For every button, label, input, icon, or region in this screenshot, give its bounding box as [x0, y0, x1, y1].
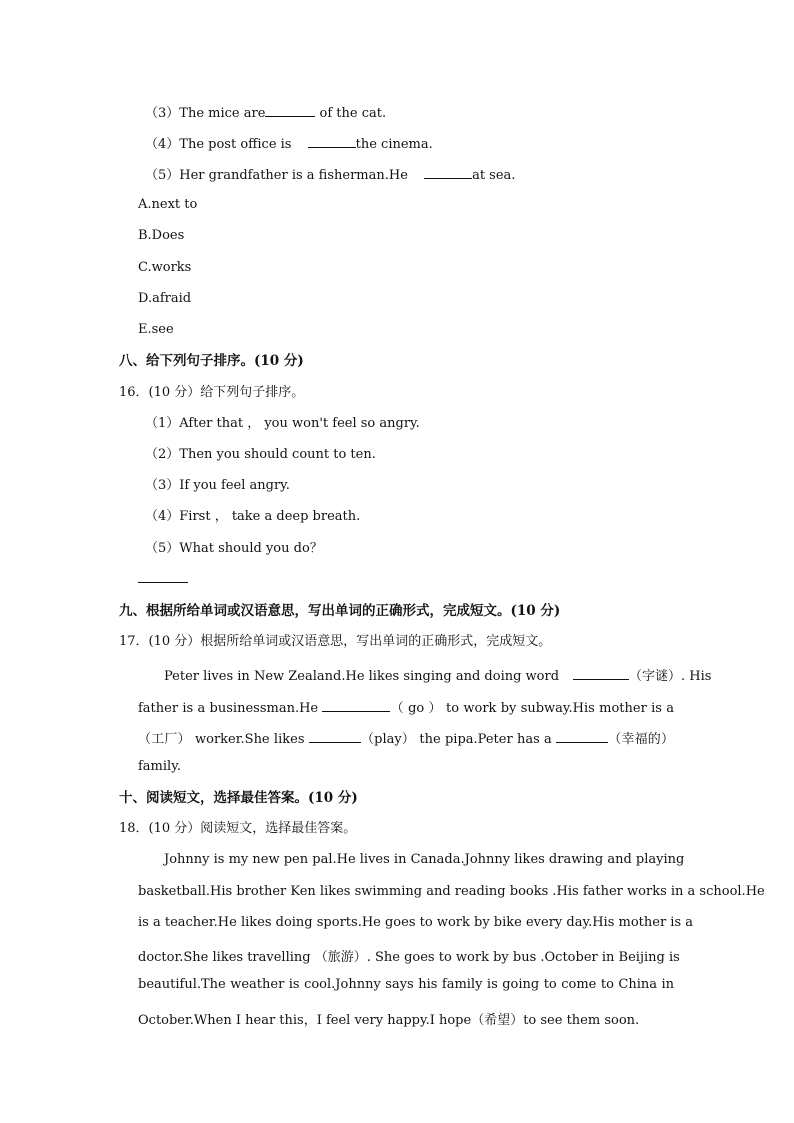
answer-blank[interactable]	[265, 104, 315, 117]
section-heading-10: 十、阅读短文，选择最佳答案。(10 分)	[119, 790, 358, 806]
sentence-item-1: （1）After that ， you won't feel so angry.	[145, 416, 420, 431]
option-e: E.see	[138, 322, 174, 337]
answer-blank-happy[interactable]	[556, 730, 608, 743]
passage-18-line-1: Johnny is my new pen pal.He lives in Canada.Johnny likes drawing and playing	[164, 852, 685, 867]
fill-item-3	[145, 104, 386, 122]
item-text: The post office is	[179, 137, 296, 152]
section-heading-8: 八、给下列句子排序。(10 分)	[119, 353, 304, 369]
passage-text: （工厂）	[138, 732, 191, 747]
passage-text: father is a businessman.He	[138, 701, 319, 716]
passage-text: to work by subway.His mother is a	[446, 701, 674, 716]
item-number: （5）	[145, 168, 180, 183]
passage-text: （ go ）	[390, 701, 442, 716]
passage-text: Peter lives in New Zealand.He likes singing and doing word	[164, 669, 560, 684]
section-heading-9: 九、根据所给单词或汉语意思，写出单词的正确形式，完成短文。(10 分)	[119, 603, 561, 619]
item-text: the cinema.	[355, 137, 433, 152]
option-b: B.Does	[138, 228, 185, 243]
question-16: 16．(10 分）给下列句子排序。	[119, 385, 305, 400]
answer-blank[interactable]	[308, 135, 356, 148]
passage-17-line-1	[138, 665, 712, 684]
item-text: The mice are	[179, 106, 266, 121]
answer-blank-go[interactable]	[322, 699, 390, 712]
answer-blank-word-puzzle[interactable]	[573, 667, 629, 680]
passage-text: worker.She likes	[195, 732, 305, 747]
passage-text: the pipa.Peter has a	[419, 732, 552, 747]
question-18: 18．(10 分）阅读短文，选择最佳答案。	[119, 821, 357, 836]
passage-text: （play）	[360, 732, 416, 747]
item-number: （4）	[145, 137, 180, 152]
sentence-item-2: （2）Then you should count to ten.	[145, 447, 376, 462]
sentence-item-3: （3）If you feel angry.	[145, 478, 290, 493]
passage-18-line-2: basketball.His brother Ken likes swimming and reading books .His father works in a school.He	[138, 884, 765, 899]
question-17: 17．(10 分）根据所给单词或汉语意思，写出单词的正确形式，完成短文。	[119, 634, 552, 649]
fill-item-5	[145, 166, 515, 184]
option-d: D.afraid	[138, 291, 192, 306]
passage-text: （字谜）. His	[629, 669, 712, 684]
fill-item-4	[145, 135, 433, 153]
order-answer-blank[interactable]	[138, 570, 188, 588]
passage-17-line-3	[138, 728, 674, 747]
sentence-item-5: （5）What should you do？	[145, 541, 323, 556]
item-text: at sea.	[472, 168, 516, 183]
item-text: Her grandfather is a fisherman.He	[179, 168, 413, 183]
passage-18-line-6: October.When I hear this，I feel very happy.I hope（希望）to see them soon.	[138, 1013, 640, 1028]
option-a: A.next to	[138, 197, 198, 212]
passage-18-line-4: doctor.She likes travelling （旅游）. She goes to work by bus .October in Beijing is	[138, 950, 680, 965]
passage-text: （幸福的）	[608, 732, 674, 747]
item-number: （3）	[145, 106, 180, 121]
answer-blank[interactable]	[424, 166, 472, 179]
passage-18-line-3: is a teacher.He likes doing sports.He goes to work by bike every day.His mother is a	[138, 915, 694, 930]
passage-17-line-4: family.	[138, 759, 181, 774]
answer-blank-play[interactable]	[309, 730, 361, 743]
passage-17-line-2	[138, 697, 674, 716]
answer-blank[interactable]	[138, 570, 188, 583]
sentence-item-4: （4）First ， take a deep breath.	[145, 509, 361, 524]
item-text: of the cat.	[315, 106, 387, 121]
option-c: C.works	[138, 260, 192, 275]
passage-18-line-5: beautiful.The weather is cool.Johnny says his family is going to come to China in	[138, 977, 674, 992]
